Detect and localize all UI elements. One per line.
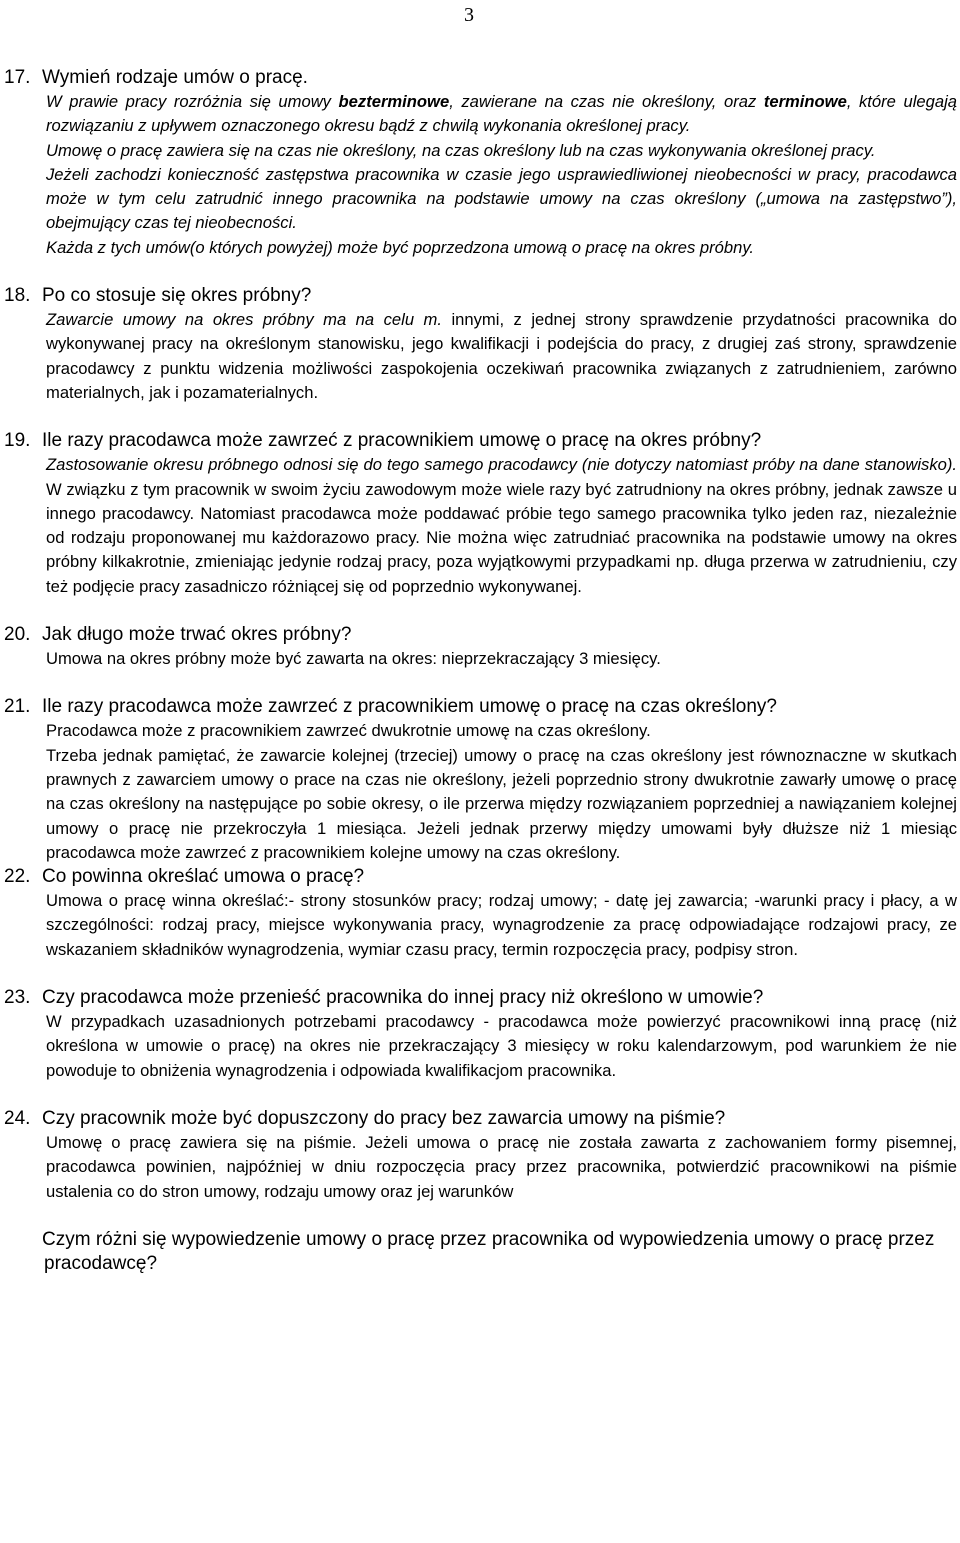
document-body [0,66,960,1276]
answer-paragraph [46,308,957,405]
answer-paragraph: Umowa na okres próbny może być zawarta na okres: nieprzekraczający 3 miesięcy. [46,649,661,669]
answer-paragraph: Pracodawca może z pracownikiem zawrzeć dwukrotnie umowę na czas określony. [46,721,651,741]
question-number [4,1228,42,1252]
question-text: Co powinna określać umowa o pracę? [42,866,365,888]
question-number: 18. [4,285,31,307]
answer-paragraph: Każda z tych umów(o których powyżej) może być poprzedzona umową o pracę na okres próbny. [46,237,755,257]
answer-paragraph [46,453,957,599]
question-21 [0,695,960,719]
question-number: 19. [4,430,31,452]
text-run: innymi, z jednej strony sprawdzenie przydatności pracownika do wykonywanej pracy na określonym stanowisku, jego kwalifikacji i podejścia do pracy, z drugiej zaś strony, sprawdzenie pracodawcy z punktu widzenia możliwości zaspokojenia oczekiwań pracownika związanych z zatrudnieniem, zarówno materialnych, jak i pozamaterialnych. [46,310,957,402]
question-text: Ile razy pracodawca może zawrzeć z pracownikiem umowę o pracę na okres próbny? [42,430,762,452]
question-text: Czym różni się wypowiedzenie umowy o pracę przez pracownika od wypowiedzenia umowy o pracę przez pracodawcę? [42,1228,935,1274]
question-number: 24. [4,1107,31,1129]
text-run: Zastosowanie okresu próbnego odnosi się do tego samego pracodawcy (nie dotyczy natomiast próby na dane stanowisko). [46,455,957,475]
question-20 [0,623,960,647]
text-run: , które ulegają rozwiązaniu z upływem oznaczonego okresu bądź z chwilą wykonania określonej pracy. [46,92,957,136]
text-run: Zawarcie umowy na okres próbny ma na celu m. [46,310,442,330]
answer-paragraph: Trzeba jednak pamiętać, że zawarcie kolejnej (trzeciej) umowy o pracę na czas określony jest równoznaczne w skutkach prawnych z zawarciem umowy o prace na czas nie określony, jeżeli poprzednio strony dwukrotnie zawarły umowę o pracę na czas określony na następujące po sobie okresy, o ile przerwa między rozwiązaniem poprzedniej a nawiązaniem kolejnej umowy o pracę nie przekroczyła 1 miesiąca. Jeżeli jednak przerwy między umowami były dłuższe niż 1 miesiąc pracodawca może zawrzeć z pracownikiem kolejne umowy na czas określony. [46,745,957,862]
question-text: Wymień rodzaje umów o pracę. [42,67,308,88]
answer-paragraph: Jeżeli zachodzi konieczność zastępstwa pracownika w czasie jego usprawiedliwionej nieobecności w pracy, pracodawca może w tym celu zatrudnić innego pracownika na podstawie umowy na czas określony („umowa na zastępstwo”), obejmujący czas tej nieobecności. [46,164,957,233]
question-text: Czy pracownik może być dopuszczony do pracy bez zawarcia umowy na piśmie? [42,1107,726,1129]
question-number: 22. [4,866,31,888]
question-22 [0,865,960,889]
answer-paragraph: Umowę o pracę zawiera się na czas nie określony, na czas określony lub na czas wykonywania określonej pracy. [46,140,876,160]
answer-paragraph: Umowa o pracę winna określać:- strony stosunków pracy; rodzaj umowy; - datę jej zawarcia; -warunki pracy i płacy, a w szczególności: rodzaj pracy, miejsce wykonywania pracy, wynagrodzenie za pracę odpowiadające rodzajowi pracy, ze wskazaniem składników wynagrodzenia, wymiar czasu pracy, termin rozpoczęcia pracy, podpisy stron. [46,891,957,959]
question-17 [0,66,960,90]
answer-paragraph: Umowę o pracę zawiera się na piśmie. Jeżeli umowa o pracę nie została zawarta z zachowaniem formy pisemnej, pracodawca powinien, najpóźniej w dniu rozpoczęcia pracy przez pracownika, potwierdzić pracownikowi na piśmie ustalenia co do stron umowy, rodzaju umowy oraz jej warunków [46,1132,957,1201]
text-run: W związku z tym pracownik w swoim życiu zawodowym może wiele razy być zatrudniony na okres próbny, jednak zawsze u innego pracodawcy. Natomiast pracodawca może poddawać próbie tego samego pracownika tylko jeden raz, niezależnie od rodzaju proponowanej mu każdorazowo pracy. Nie można więc zatrudniać pracownika na podstawie umowy na okres próbny kilkakrotnie, zmieniając jedynie rodzaj pracy, poza wyjątkowymi przypadkami np. długa przerwa w zatrudnieniu, czy też podjęcie pracy zasadniczo różniącej się od poprzednio wykonywanej. [46,479,957,596]
text-run: , zawierane na czas nie określony, oraz [449,92,764,111]
question-text: Po co stosuje się okres próbny? [42,285,312,307]
bold-term: terminowe [763,92,847,111]
page-number: 3 [464,4,474,26]
question-number: 20. [4,624,31,646]
question-text: Czy pracodawca może przenieść pracownika do innej pracy niż określono w umowie? [42,987,764,1009]
question-number: 17. [4,67,31,88]
answer-paragraph [46,90,957,139]
answer-paragraph: W przypadkach uzasadnionych potrzebami pracodawcy - pracodawca może powierzyć pracownikowi inną pracę (niż określona w umowie o pracę) na okres nie przekraczający 3 miesięcy w roku kalendarzowym, pod warunkiem że nie powoduje to obniżenia wynagrodzenia i odpowiada kwalifikacjom pracownika. [46,1012,957,1080]
question-18 [0,284,960,308]
bold-term: bezterminowe [338,92,450,111]
question-24 [0,1107,960,1131]
question-text: Jak długo może trwać okres próbny? [42,624,352,646]
question-number: 21. [4,696,31,718]
question-25 [0,1228,960,1276]
question-19 [0,429,960,453]
question-23 [0,986,960,1010]
text-run: W prawie pracy rozróżnia się umowy [46,92,339,111]
question-text: Ile razy pracodawca może zawrzeć z pracownikiem umowę o pracę na czas określony? [42,696,777,718]
question-number: 23. [4,987,31,1009]
